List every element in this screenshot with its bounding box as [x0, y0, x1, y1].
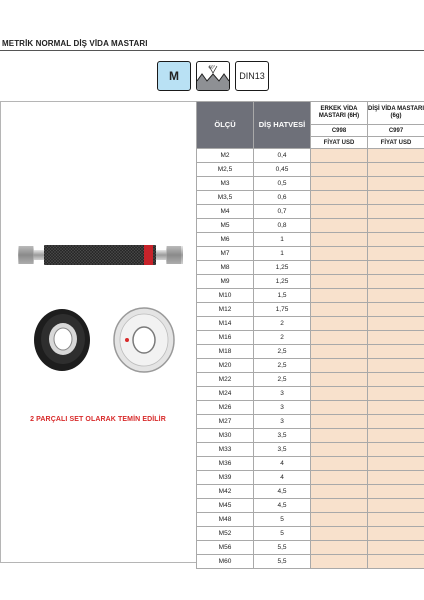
table-row [197, 555, 424, 569]
size-cell: M36 [197, 457, 254, 471]
pitch-cell: 2,5 [254, 359, 311, 373]
price-male-cell [311, 219, 368, 233]
table-row [197, 485, 424, 499]
plug-handle [44, 245, 156, 265]
price-female-cell [368, 275, 424, 289]
table-row [197, 471, 424, 485]
price-female-cell [368, 303, 424, 317]
price-male-cell [311, 205, 368, 219]
table-row [197, 317, 424, 331]
price-female-cell [368, 261, 424, 275]
table-row [197, 499, 424, 513]
ring-red-marker [125, 338, 129, 342]
price-female-cell [368, 527, 424, 541]
table-row [197, 527, 424, 541]
plug-left-thread [18, 246, 34, 264]
price-male-cell [311, 485, 368, 499]
table-row [197, 233, 424, 247]
price-female-cell [368, 429, 424, 443]
col-header-female-gauge: DİŞİ VİDA MASTARI (6g) [368, 102, 424, 125]
price-header-female: FİYAT USD [368, 137, 424, 149]
pitch-cell: 5,5 [254, 541, 311, 555]
pitch-cell: 2 [254, 331, 311, 345]
price-female-cell [368, 359, 424, 373]
price-male-cell [311, 247, 368, 261]
price-female-cell [368, 331, 424, 345]
size-cell: M48 [197, 513, 254, 527]
price-female-cell [368, 387, 424, 401]
pitch-cell: 3 [254, 415, 311, 429]
size-cell: M18 [197, 345, 254, 359]
pitch-cell: 5 [254, 527, 311, 541]
size-cell: M4 [197, 205, 254, 219]
price-male-cell [311, 401, 368, 415]
pitch-cell: 1 [254, 233, 311, 247]
thread-angle-label: 60° [208, 64, 216, 70]
col-header-hatve: DİŞ HATVESİ [254, 102, 311, 149]
table-row [197, 541, 424, 555]
pitch-cell: 0,8 [254, 219, 311, 233]
price-male-cell [311, 513, 368, 527]
size-cell: M12 [197, 303, 254, 317]
table-row [197, 401, 424, 415]
ring-gauges-image [26, 305, 186, 375]
price-female-cell [368, 415, 424, 429]
size-cell: M2,5 [197, 163, 254, 177]
thread-size-table [196, 101, 424, 569]
size-cell: M30 [197, 429, 254, 443]
price-female-cell [368, 233, 424, 247]
pitch-cell: 4,5 [254, 499, 311, 513]
price-male-cell [311, 303, 368, 317]
pitch-cell: 5,5 [254, 555, 311, 569]
pitch-cell: 1,25 [254, 275, 311, 289]
pitch-cell: 1,5 [254, 289, 311, 303]
price-male-cell [311, 191, 368, 205]
table-row [197, 345, 424, 359]
pitch-cell: 4,5 [254, 485, 311, 499]
thread-profile-icon [196, 61, 230, 91]
price-female-cell [368, 149, 424, 163]
table-row [197, 373, 424, 387]
price-female-cell [368, 289, 424, 303]
size-cell: M33 [197, 443, 254, 457]
price-male-cell [311, 443, 368, 457]
size-cell: M8 [197, 261, 254, 275]
pitch-cell: 3,5 [254, 443, 311, 457]
pitch-cell: 4 [254, 471, 311, 485]
price-female-cell [368, 373, 424, 387]
size-cell: M5 [197, 219, 254, 233]
price-male-cell [311, 163, 368, 177]
price-female-cell [368, 471, 424, 485]
pitch-cell: 1 [254, 247, 311, 261]
table-row [197, 289, 424, 303]
price-male-cell [311, 527, 368, 541]
price-male-cell [311, 499, 368, 513]
plug-gauge-image [16, 240, 186, 270]
size-cell: M14 [197, 317, 254, 331]
code-female: C997 [368, 125, 424, 137]
size-cell: M26 [197, 401, 254, 415]
table-row [197, 261, 424, 275]
price-female-cell [368, 247, 424, 261]
table-row [197, 303, 424, 317]
set-caption: 2 PARÇALI SET OLARAK TEMİN EDİLİR [30, 416, 166, 423]
plug-right-thread [166, 246, 183, 264]
size-cell: M3,5 [197, 191, 254, 205]
size-cell: M3 [197, 177, 254, 191]
size-cell: M22 [197, 373, 254, 387]
pitch-cell: 1,75 [254, 303, 311, 317]
size-cell: M6 [197, 233, 254, 247]
pitch-cell: 1,25 [254, 261, 311, 275]
price-female-cell [368, 457, 424, 471]
pitch-cell: 0,7 [254, 205, 311, 219]
pitch-cell: 3 [254, 387, 311, 401]
din13-badge: DIN13 [235, 61, 269, 91]
size-cell: M16 [197, 331, 254, 345]
price-male-cell [311, 317, 368, 331]
price-female-cell [368, 205, 424, 219]
pitch-cell: 2,5 [254, 373, 311, 387]
price-female-cell [368, 513, 424, 527]
price-female-cell [368, 219, 424, 233]
price-female-cell [368, 191, 424, 205]
price-male-cell [311, 429, 368, 443]
size-cell: M60 [197, 555, 254, 569]
size-cell: M2 [197, 149, 254, 163]
price-male-cell [311, 177, 368, 191]
table-row [197, 149, 424, 163]
price-female-cell [368, 541, 424, 555]
table-row [197, 177, 424, 191]
pitch-cell: 2,5 [254, 345, 311, 359]
size-cell: M39 [197, 471, 254, 485]
size-cell: M7 [197, 247, 254, 261]
price-male-cell [311, 233, 368, 247]
code-male: C998 [311, 125, 368, 137]
table-row [197, 429, 424, 443]
price-male-cell [311, 261, 368, 275]
table-row [197, 387, 424, 401]
title-rule [0, 50, 424, 51]
price-male-cell [311, 457, 368, 471]
price-male-cell [311, 149, 368, 163]
pitch-cell: 0,6 [254, 191, 311, 205]
pitch-cell: 0,45 [254, 163, 311, 177]
table-row [197, 443, 424, 457]
size-cell: M27 [197, 415, 254, 429]
size-cell: M10 [197, 289, 254, 303]
table-row [197, 163, 424, 177]
price-male-cell [311, 471, 368, 485]
table-row [197, 275, 424, 289]
pitch-cell: 0,5 [254, 177, 311, 191]
price-male-cell [311, 275, 368, 289]
price-male-cell [311, 415, 368, 429]
ring-gauge-black [34, 309, 90, 371]
table-row [197, 331, 424, 345]
price-male-cell [311, 555, 368, 569]
pitch-cell: 2 [254, 317, 311, 331]
size-cell: M52 [197, 527, 254, 541]
pitch-cell: 0,4 [254, 149, 311, 163]
size-cell: M20 [197, 359, 254, 373]
price-header-male: FİYAT USD [311, 137, 368, 149]
table-row [197, 415, 424, 429]
price-male-cell [311, 289, 368, 303]
price-female-cell [368, 177, 424, 191]
col-header-male-gauge: ERKEK VİDA MASTARI (6H) [311, 102, 368, 125]
table-row [197, 205, 424, 219]
price-female-cell [368, 345, 424, 359]
price-female-cell [368, 401, 424, 415]
price-male-cell [311, 387, 368, 401]
size-cell: M56 [197, 541, 254, 555]
price-male-cell [311, 373, 368, 387]
price-male-cell [311, 331, 368, 345]
table-row [197, 247, 424, 261]
pitch-cell: 3 [254, 401, 311, 415]
col-header-olcu: ÖLÇÜ [197, 102, 254, 149]
price-female-cell [368, 499, 424, 513]
price-male-cell [311, 345, 368, 359]
price-female-cell [368, 443, 424, 457]
metric-badge: M [157, 61, 191, 91]
price-female-cell [368, 485, 424, 499]
table-row [197, 219, 424, 233]
size-cell: M9 [197, 275, 254, 289]
ring-gauge-silver [114, 308, 174, 372]
size-cell: M42 [197, 485, 254, 499]
price-male-cell [311, 541, 368, 555]
table-row [197, 191, 424, 205]
price-female-cell [368, 317, 424, 331]
size-cell: M45 [197, 499, 254, 513]
table-row [197, 513, 424, 527]
table-row [197, 457, 424, 471]
size-cell: M24 [197, 387, 254, 401]
pitch-cell: 4 [254, 457, 311, 471]
table-row [197, 359, 424, 373]
price-female-cell [368, 555, 424, 569]
price-male-cell [311, 359, 368, 373]
price-female-cell [368, 163, 424, 177]
page-title: METRİK NORMAL DİŞ VİDA MASTARI [2, 39, 148, 48]
pitch-cell: 3,5 [254, 429, 311, 443]
pitch-cell: 5 [254, 513, 311, 527]
